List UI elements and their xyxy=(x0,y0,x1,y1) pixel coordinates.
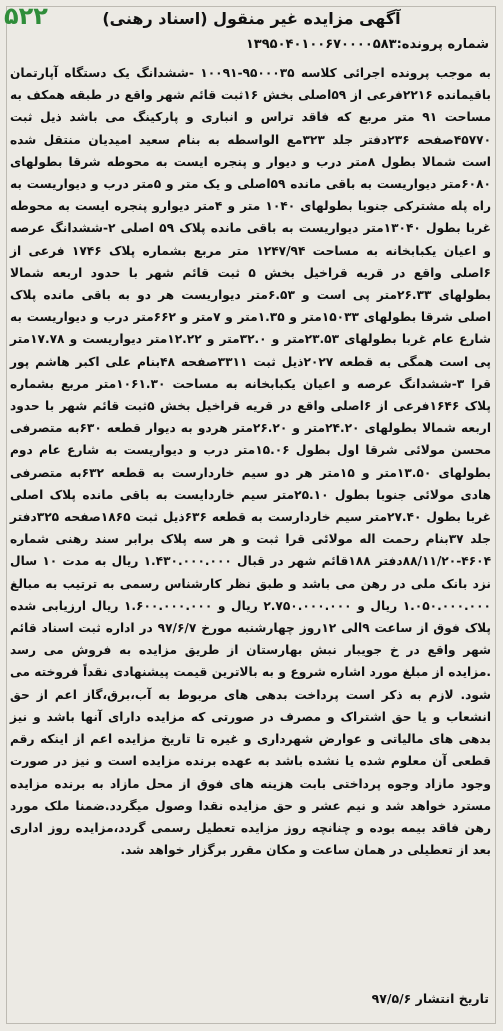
notice-body: به موجب پرونده اجرائی کلاسه ۹۵۰۰۰۳۵-۱۰۰۹۱ -ششدانگ یک دستگاه آپارتمان باقیمانده ۲۲۱۶فرعی از ۵۹اصلی بخش ۱۶ثبت قائم شهر واقع در طبقه همکف به مساحت ۹۱ متر مربع که فاقد تراس و انباری و پارکینگ می باشد ذیل ثبت ۴۵۷۷۰صفحه ۲۳۶دفتر جلد ۳۲۳مع الواسطه به بنام سعید امیدیان منتقل شده است شمالا بطول ۸متر درب و دیوار و پنجره ایست به محوطه شرقا بطولهای ۶۰۸۰متر دیواریست به باقی مانده ۵۹اصلی و یک متر و ۵متر درب و دیواریست به راه پله مشترکی جنوبا بطولهای ۱۰۴۰ متر و ۴متر دیوارو پنجره ایست به محوطه غربا بطول ۱۳۰۴۰متر دیواریست به باقی مانده پلاک ۵۹ اصلی ۲-ششدانگ عرصه و اعیان یکبابخانه به مساحت ۱۲۴۷/۹۴ متر مربع بشماره پلاک ۱۷۴۶ فرعی از ۶اصلی واقع در قریه قراخیل بخش ۵ ثبت قائم شهر با حدود اربعه شمالا بطولهای ۲۶.۳۳متر پی است و ۶.۵۳متر دیواریست هر دو به باقی مانده پلاک اصلی شرقا بطولهای ۱۵۰۳۳متر و ۱.۳۵متر و ۷متر و ۶۶۲متر درب و دیواریست به شارع عام غربا بطولهای ۲۳.۵۳متر و ۳۲.۰متر و ۱۲.۲۲متر دیواریست و ۱۷.۷۸متر پی است همگی به قطعه ۲۰۲۷ذیل ثبت ۳۳۱۱صفحه ۴۸بنام علی اکبر هاشم پور قرا ۳-ششدانگ عرصه و اعیان یکبابخانه به مساحت ۱۰۶۱.۳۰متر مربع بشماره پلاک ۱۶۴۶فرعی از ۶اصلی واقع در قریه قراخیل بخش ۵ثبت قائم شهر با حدود اربعه شمالا بطولهای ۲۴.۲۰متر و ۲۶.۲۰متر هردو به دیوار قطعه ۶۳۰به متصرفی محسن مولائی شرقا اول بطول ۱۵.۰۶متر درب و دیواریست به شارع عام دوم بطولهای ۱۳.۵۰متر و ۱۵متر هر دو سیم خاردارست به قطعه ۶۳۲به متصرفی هادی مولائی جنوبا بطول ۲۵.۱۰متر سیم خاردایست به باقی مانده پلاک اصلی غربا بطول ۲۷.۴۰متر سیم خاردارست به قطعه ۶۳۶ذیل ثبت ۱۸۶۵صفحه ۳۲۵دفتر جلد ۳۷بنام رحمت اله مولائی قرا ثبت و هر سه پلاک برابر سند رهنی شماره ۴۶۰۴-۸۸/۱۱/۲۰دفتر ۱۸۸قائم شهر در قبال ۱.۴۳۰.۰۰۰.۰۰۰ ریال به مدت ۱۰ سال نزد بانک ملی در رهن می باشد و طبق نظر کارشناس رسمی به ترتیب به مبالغ ۱.۰۵۰.۰۰۰.۰۰۰ ریال و ۲.۷۵۰.۰۰۰.۰۰۰ ریال و ۱.۶۰۰.۰۰۰.۰۰۰ ریال ارزیابی شده پلاک فوق از ساعت ۹الی ۱۲روز چهارشنبه مورخ ۹۷/۶/۷ در اداره ثبت اسناد قائم شهر واقع در خ جویبار نبش بهارستان از طریق مزایده به فروش می رسد .مزایده از مبلغ مورد اشاره شروع و به بالاترین قیمت پیشنهادی نقداً فروخته می شود. لازم به ذکر است پرداخت بدهی های مربوط به آب،برق،گاز اعم از حق انشعاب و یا حق اشتراک و مصرف در صورتی که مزایده دارای آنها باشد و نیز بدهی های مالیاتی و عوارض شهرداری و غیره تا تاریخ مزایده اعم از اینکه رقم قطعی آن معلوم شده یا نشده باشد به عهده برنده مزایده است و نیز در صورت وجود مازاد وجوه پرداختی بابت هزینه های فوق از محل مازاد به برنده مزایده مسترد خواهد شد و نیم عشر و حق مزایده نقدا وصول میگردد.ضمنا ملک مورد رهن فاقد بیمه بوده و چنانچه روز مزایده تعطیل رسمی گردد،مزایده روز اداری بعد از تعطیلی در همان ساعت و مکان مقرر برگزار خواهد شد. xyxy=(10,66,492,858)
notice-title: آگهی مزایده غیر منقول (اسناد رهنی) xyxy=(102,9,401,28)
case-number: شماره پرونده:۱۳۹۵۰۴۰۱۰۰۶۷۰۰۰۰۵۸۳ xyxy=(245,37,489,52)
publish-date: تاریخ انتشار ۹۷/۵/۶ xyxy=(371,991,489,1006)
page-number-stamp: ۵۲۲ xyxy=(4,2,48,30)
